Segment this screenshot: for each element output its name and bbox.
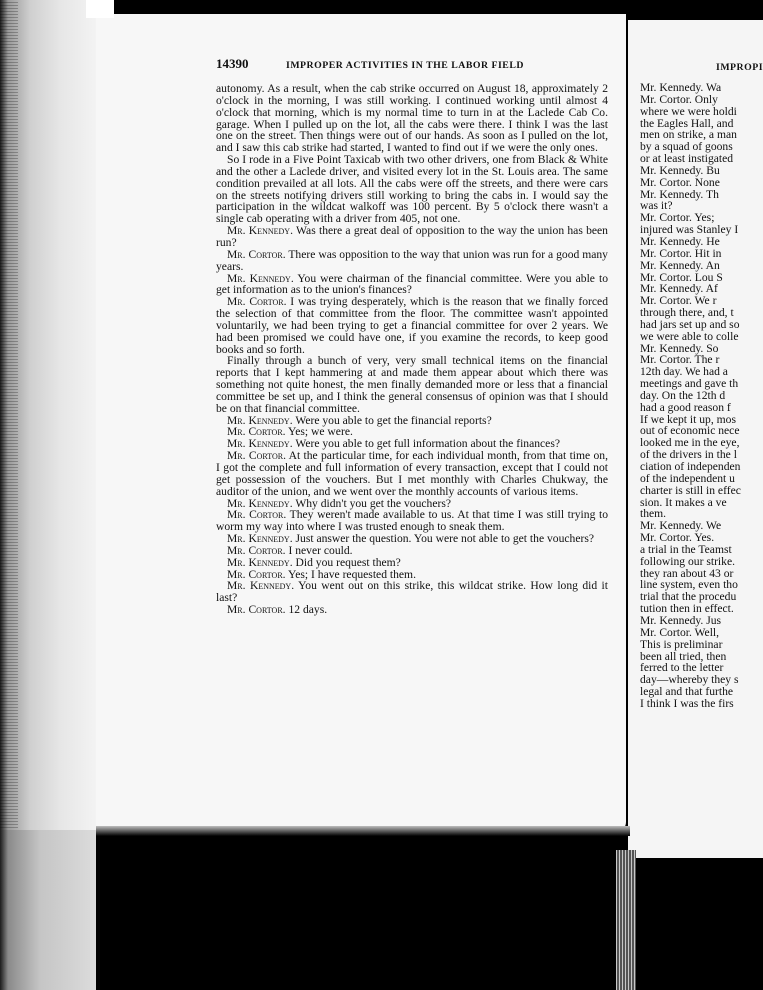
- facing-line: injured was Stanley I: [640, 223, 739, 237]
- facing-line: Mr. Cortor. None: [640, 175, 720, 189]
- speaker-name: Mr. Kennedy.: [227, 224, 293, 238]
- paragraph-text: Was there a great deal of opposition to the way the union has been run?: [216, 224, 608, 249]
- facing-line: 12th day. We had a: [640, 365, 728, 379]
- speaker-name: Mr. Kennedy.: [227, 579, 295, 593]
- paragraph-text: Did you request them?: [295, 555, 401, 569]
- paragraph-text: Why didn't you get the vouchers?: [295, 496, 451, 510]
- facing-line: a trial in the Teamst: [640, 542, 732, 556]
- scan-bottom-left: [0, 830, 96, 990]
- facing-line: sion. It makes a ve: [640, 495, 727, 509]
- facing-line: Mr. Kennedy. Wa: [640, 82, 722, 94]
- facing-line: them.: [640, 507, 667, 521]
- speaker-name: Mr. Kennedy.: [227, 413, 293, 427]
- facing-line: Mr. Kennedy. Bu: [640, 163, 720, 177]
- facing-line: Mr. Kennedy. Af: [640, 282, 718, 296]
- running-title: IMPROPER ACTIVITIES IN THE LABOR FIELD: [286, 60, 524, 71]
- facing-line: where we were holdi: [640, 104, 737, 118]
- facing-line: they ran about 43 or: [640, 566, 734, 580]
- facing-line: had jars set up and so: [640, 317, 740, 331]
- scan-notch: [86, 0, 114, 18]
- facing-line: out of economic nece: [640, 424, 740, 438]
- facing-line: ferred to the letter: [640, 661, 724, 675]
- paragraph: [216, 296, 608, 355]
- paragraph-text: Yes; we were.: [288, 425, 353, 439]
- speaker-name: Mr. Cortor.: [227, 247, 286, 261]
- facing-line: meetings and gave th: [640, 377, 739, 391]
- paragraph: [216, 225, 608, 249]
- facing-line: legal and that furthe: [640, 685, 734, 699]
- paragraph-text: You were chairman of the financial committee. Were you able to get information as to the union's finances?: [216, 271, 608, 297]
- facing-line: This is preliminar: [640, 637, 723, 651]
- paragraph-text: So I rode in a Five Point Taxicab with two other drivers, one from Black & White and the other a Laclede driver, and visited every lot in the St. Louis area. The same condition prevailed at all lots. All the cabs were off the streets, and there were cars on the streets notifying drivers still working to bring the cabs in. I would say the participation in the wildcat walkoff was 100 percent. By 5 o'clock there wasn't a single cab operating with a driver from 405, not one.: [216, 153, 608, 226]
- facing-line: we were able to colle: [640, 329, 739, 343]
- facing-line: Mr. Cortor. Yes.: [640, 531, 715, 545]
- facing-line: been all tried, then: [640, 649, 727, 663]
- paragraph-text: 12 days.: [288, 603, 328, 617]
- page-content: [216, 58, 608, 616]
- paragraph-text: You went out on this strike, this wildcat strike. How long did it last?: [216, 579, 609, 605]
- paragraph-text: Were you able to get full information about the finances?: [295, 437, 560, 451]
- facing-running-head: IMPROPI: [716, 62, 763, 73]
- facing-line: following our strike.: [640, 554, 735, 568]
- facing-line: Mr. Cortor. Yes;: [640, 211, 715, 225]
- speaker-name: Mr. Cortor.: [227, 449, 286, 463]
- paragraph-text: Yes; I have requested them.: [288, 567, 416, 581]
- page-shadow: [96, 826, 630, 836]
- speaker-name: Mr. Cortor.: [227, 508, 287, 522]
- facing-line: Mr. Cortor. Only: [640, 92, 718, 106]
- speaker-name: Mr. Kennedy.: [227, 496, 293, 510]
- facing-line: trial that the procedu: [640, 590, 737, 604]
- paragraph-text: autonomy. As a result, when the cab strike occurred on August 18, approximately 2 o'clock in the morning, I was still working. I continued working until almost 4 o'clock that morning, which is my normal time to turn in at the Laclede Cab Co. garage. When I pulled up on the lot, all the cabs were there. I think I was the last one on the street. Then things were out of our hands. As soon as I pulled on the lot, and I saw this cab strike had started, I wanted to find out if we were the only ones.: [216, 82, 608, 155]
- paragraph-text: I was trying desperately, which is the reason that we finally forced the selection of that committee from the floor. The committee wasn't appointed voluntarily, we had been trying to get a financial committee for over 2 years. We had been promised we could have one, if you examine the records, to keep good books and so forth.: [216, 295, 608, 356]
- facing-line: Mr. Cortor. The r: [640, 353, 720, 367]
- facing-line: charter is still in effec: [640, 483, 741, 497]
- speaker-name: Mr. Kennedy.: [227, 532, 293, 546]
- paragraph-text: Were you able to get the financial reports?: [295, 413, 492, 427]
- paragraph: [216, 509, 608, 533]
- facing-line: Mr. Cortor. Hit in: [640, 246, 722, 260]
- facing-line: Mr. Cortor. Well,: [640, 625, 720, 639]
- paragraph-text: They weren't made available to us. At that time I was still trying to worm my way into where I was trusted enough to sneak them.: [216, 508, 608, 534]
- running-head: [216, 58, 608, 74]
- facing-line: was it?: [640, 199, 673, 213]
- speaker-name: Mr. Kennedy.: [227, 271, 294, 285]
- facing-line: day—whereby they s: [640, 673, 739, 687]
- paragraph: [216, 249, 608, 273]
- paragraph-text: I never could.: [288, 543, 353, 557]
- facing-line: Mr. Kennedy. So: [640, 341, 719, 355]
- paragraph-text: There was opposition to the way that union was run for a good many years.: [216, 247, 608, 273]
- speaker-name: Mr. Cortor.: [227, 603, 286, 617]
- speaker-name: Mr. Kennedy.: [227, 555, 293, 569]
- speaker-name: Mr. Cortor.: [227, 425, 286, 439]
- facing-line: looked me in the eye,: [640, 436, 740, 450]
- facing-line: Mr. Kennedy. Th: [640, 187, 719, 201]
- paragraph: [216, 154, 608, 225]
- facing-line: line system, even tho: [640, 578, 738, 592]
- paragraph-text: Just answer the question. You were not able to get the vouchers?: [295, 532, 594, 546]
- facing-line: Mr. Cortor. Lou S: [640, 270, 723, 284]
- paragraph: [216, 450, 608, 497]
- facing-line: Mr. Kennedy. An: [640, 258, 720, 272]
- body-text: [216, 83, 608, 616]
- facing-line: of the independent u: [640, 471, 735, 485]
- speaker-name: Mr. Cortor.: [227, 543, 286, 557]
- paragraph: [216, 273, 608, 297]
- paragraph: [216, 580, 608, 604]
- facing-line: I think I was the firs: [640, 696, 734, 710]
- facing-line: through there, and, t: [640, 306, 734, 320]
- paragraph: [216, 83, 608, 154]
- facing-line: Mr. Kennedy. Jus: [640, 613, 722, 627]
- paragraph: [216, 604, 608, 616]
- facing-line: by a squad of goons: [640, 140, 733, 154]
- facing-line: the Eagles Hall, and: [640, 116, 734, 130]
- page-number: 14390: [216, 56, 249, 71]
- paragraph-text: At the particular time, for each individual month, from that time on, I got the complete and full information of every transaction, except that I could not get possession of the vouchers. But I met monthly with Charles Chukway, the auditor of the union, and we went over the monthly accounts of various items.: [216, 449, 608, 498]
- facing-line: Mr. Kennedy. We: [640, 519, 722, 533]
- speaker-name: Mr. Kennedy.: [227, 437, 293, 451]
- paragraph: [216, 355, 608, 414]
- facing-line: If we kept it up, mos: [640, 412, 736, 426]
- facing-line: men on strike, a man: [640, 128, 737, 142]
- scan-gutter: [616, 850, 636, 990]
- facing-line: Mr. Cortor. We r: [640, 294, 717, 308]
- facing-line: day. On the 12th d: [640, 388, 726, 402]
- facing-page-text: [640, 82, 763, 710]
- paragraph-text: Finally through a bunch of very, very small technical items on the financial reports that I kept hammering at and made them appear about which there was something not quite honest, the men finally demanded more or less that a financial committee be set up, and I think the general consensus of opinion was that I should be on that financial committee.: [216, 354, 608, 415]
- facing-line: ciation of independen: [640, 460, 741, 473]
- facing-line: tution then in effect.: [640, 602, 734, 616]
- facing-line: Mr. Kennedy. He: [640, 234, 720, 248]
- speaker-name: Mr. Cortor.: [227, 295, 287, 309]
- speaker-name: Mr. Cortor.: [227, 567, 286, 581]
- facing-line: or at least instigated: [640, 152, 734, 166]
- facing-line: of the drivers in the l: [640, 448, 737, 462]
- facing-line: had a good reason f: [640, 400, 731, 414]
